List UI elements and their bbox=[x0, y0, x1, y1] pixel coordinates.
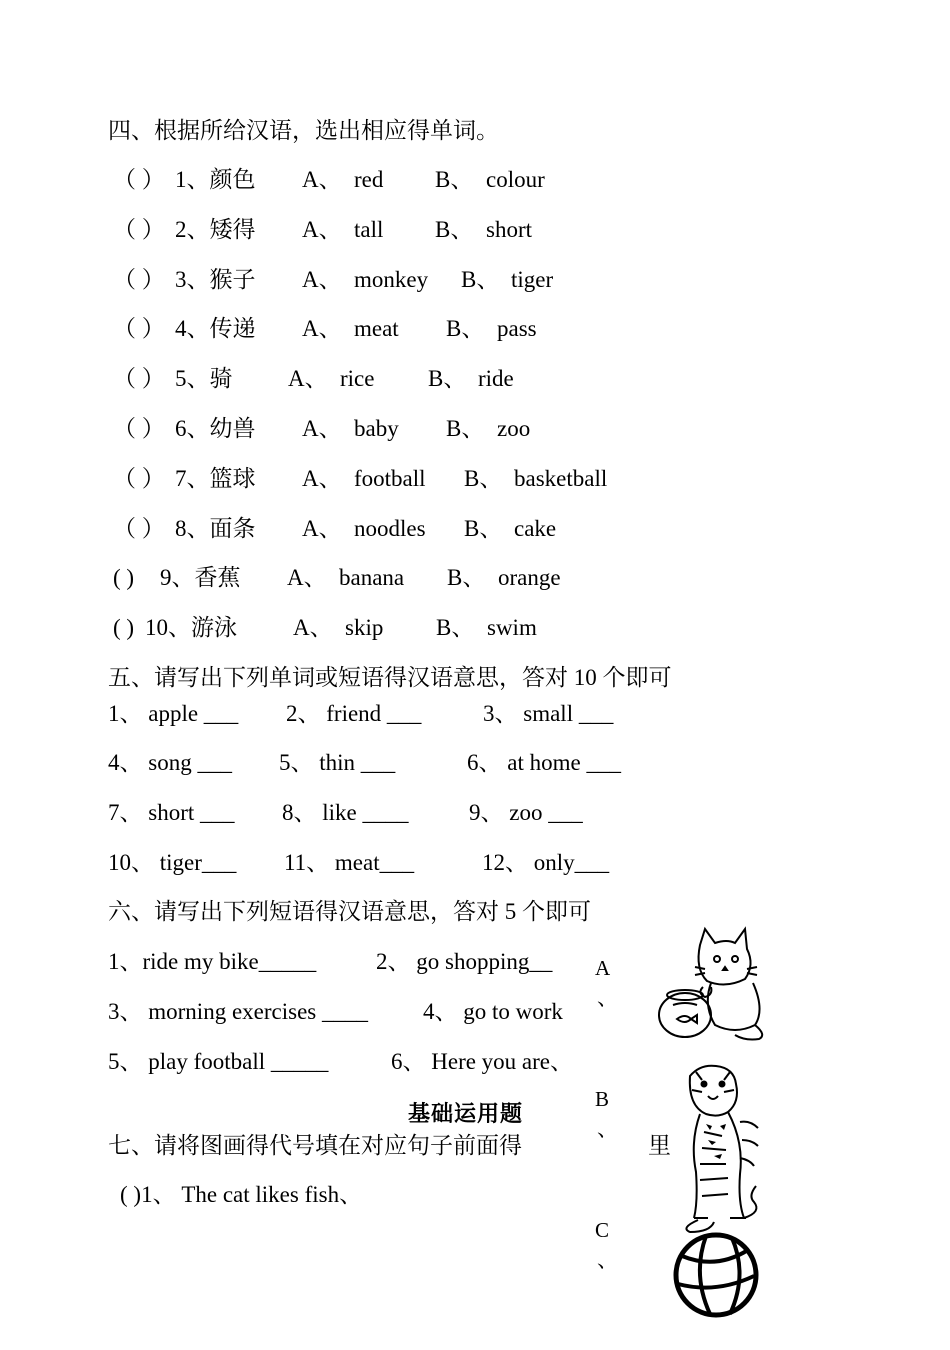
option-a-word: tall bbox=[354, 216, 384, 242]
phrase-item[interactable]: 5、 play football _____ bbox=[108, 1049, 329, 1074]
answer-bracket[interactable]: ( ) bbox=[113, 615, 135, 641]
section-7-title: 七、请将图画得代号填在对应句子前面得 bbox=[108, 1133, 522, 1158]
option-a-word: skip bbox=[345, 615, 384, 641]
translate-item[interactable]: 8、 like ____ bbox=[282, 800, 409, 825]
phrase-item[interactable]: 4、 go to work bbox=[423, 999, 563, 1024]
question-chinese: 7、篮球 bbox=[175, 465, 256, 491]
cat-with-fishbowl-icon bbox=[655, 925, 770, 1045]
option-b-label: B、 bbox=[435, 167, 474, 192]
section-4-title: 四、根据所给汉语，选出相应得单词。 bbox=[108, 118, 499, 143]
answer-bracket[interactable]: （ ） bbox=[113, 167, 165, 192]
translate-item[interactable]: 12、 only___ bbox=[482, 850, 610, 875]
translate-item[interactable]: 2、 friend ___ bbox=[286, 701, 422, 726]
picture-b-label: B bbox=[595, 1087, 610, 1111]
option-a-label: A、 bbox=[302, 167, 342, 192]
question-chinese: 3、猴子 bbox=[175, 266, 256, 292]
picture-b-sep: 、 bbox=[597, 1117, 618, 1141]
option-b-label: B、 bbox=[436, 615, 475, 641]
translate-item[interactable]: 6、 at home ___ bbox=[467, 750, 621, 775]
option-a-label: A、 bbox=[287, 565, 327, 591]
question-chinese: 6、幼兽 bbox=[175, 416, 256, 441]
question-chinese: 10、游泳 bbox=[145, 615, 237, 641]
translate-item[interactable]: 7、 short ___ bbox=[108, 800, 235, 825]
option-b-word: zoo bbox=[497, 416, 531, 441]
picture-a-sep: 、 bbox=[597, 986, 618, 1010]
translate-item[interactable]: 4、 song ___ bbox=[108, 750, 232, 775]
option-b-label: B、 bbox=[428, 366, 467, 392]
option-a-word: monkey bbox=[354, 266, 429, 292]
section-5-title: 五、请写出下列单词或短语得汉语意思，答对 10 个即可 bbox=[108, 665, 672, 690]
question-chinese: 1、颜色 bbox=[175, 167, 256, 192]
tiger-icon bbox=[670, 1062, 765, 1234]
option-b-label: B、 bbox=[464, 465, 503, 491]
phrase-item[interactable]: 2、 go shopping__ bbox=[376, 949, 553, 974]
answer-bracket[interactable]: （ ） bbox=[113, 266, 165, 292]
option-a-word: banana bbox=[339, 565, 405, 591]
option-a-label: A、 bbox=[288, 366, 328, 392]
option-a-label: A、 bbox=[302, 316, 342, 342]
option-b-label: B、 bbox=[446, 316, 485, 342]
option-b-label: B、 bbox=[435, 216, 474, 242]
question-chinese: 5、骑 bbox=[175, 366, 233, 392]
option-b-label: B、 bbox=[464, 515, 503, 541]
translate-item[interactable]: 3、 small ___ bbox=[483, 701, 614, 726]
basketball-icon bbox=[670, 1230, 762, 1320]
phrase-item[interactable]: 3、 morning exercises ____ bbox=[108, 999, 368, 1024]
section-7-title-tail: 里 bbox=[648, 1133, 671, 1158]
option-a-label: A、 bbox=[302, 266, 342, 292]
option-b-word: ride bbox=[478, 366, 514, 392]
answer-bracket[interactable]: （ ） bbox=[113, 366, 165, 392]
option-b-word: orange bbox=[498, 565, 561, 591]
option-a-word: red bbox=[354, 167, 384, 192]
question-chinese: 4、传递 bbox=[175, 316, 256, 342]
option-b-word: swim bbox=[487, 615, 537, 641]
option-a-word: rice bbox=[340, 366, 375, 392]
option-b-word: basketball bbox=[514, 465, 608, 491]
answer-bracket[interactable]: （ ） bbox=[113, 216, 165, 242]
translate-item[interactable]: 5、 thin ___ bbox=[279, 750, 396, 775]
option-a-label: A、 bbox=[302, 216, 342, 242]
translate-item[interactable]: 9、 zoo ___ bbox=[469, 800, 583, 825]
option-b-label: B、 bbox=[446, 416, 485, 441]
option-a-word: baby bbox=[354, 416, 399, 441]
option-a-label: A、 bbox=[293, 615, 333, 641]
option-a-label: A、 bbox=[302, 465, 342, 491]
option-b-word: cake bbox=[514, 515, 557, 541]
option-a-label: A、 bbox=[302, 416, 342, 441]
option-b-label: B、 bbox=[461, 266, 500, 292]
answer-bracket[interactable]: （ ） bbox=[113, 316, 165, 342]
answer-bracket[interactable]: （ ） bbox=[113, 515, 165, 541]
translate-item[interactable]: 1、 apple ___ bbox=[108, 701, 239, 726]
question-chinese: 8、面条 bbox=[175, 515, 256, 541]
picture-c-label: C bbox=[595, 1218, 610, 1242]
translate-item[interactable]: 11、 meat___ bbox=[284, 850, 415, 875]
phrase-item[interactable]: 6、 Here you are、 bbox=[391, 1049, 574, 1074]
question-chinese: 2、矮得 bbox=[175, 216, 256, 242]
answer-bracket[interactable]: （ ） bbox=[113, 416, 165, 441]
option-b-word: colour bbox=[486, 167, 545, 192]
phrase-item[interactable]: 1、ride my bike_____ bbox=[108, 949, 317, 974]
option-a-label: A、 bbox=[302, 515, 342, 541]
picture-a-label: A bbox=[595, 956, 611, 980]
question-chinese: 9、香蕉 bbox=[160, 565, 241, 591]
option-a-word: football bbox=[354, 465, 426, 491]
option-b-word: tiger bbox=[511, 266, 554, 292]
option-b-word: pass bbox=[497, 316, 537, 342]
translate-item[interactable]: 10、 tiger___ bbox=[108, 850, 237, 875]
section-7-item-1: ( )1、 The cat likes fish、 bbox=[120, 1182, 363, 1207]
option-b-word: short bbox=[486, 216, 532, 242]
picture-c-sep: 、 bbox=[597, 1248, 618, 1272]
option-a-word: noodles bbox=[354, 515, 426, 541]
basic-application-heading: 基础运用题 bbox=[408, 1101, 524, 1127]
section-6-title: 六、请写出下列短语得汉语意思，答对 5 个即可 bbox=[108, 899, 591, 924]
option-b-label: B、 bbox=[447, 565, 486, 591]
answer-bracket[interactable]: （ ） bbox=[113, 465, 165, 491]
answer-bracket[interactable]: ( ) bbox=[113, 565, 135, 591]
option-a-word: meat bbox=[354, 316, 399, 342]
